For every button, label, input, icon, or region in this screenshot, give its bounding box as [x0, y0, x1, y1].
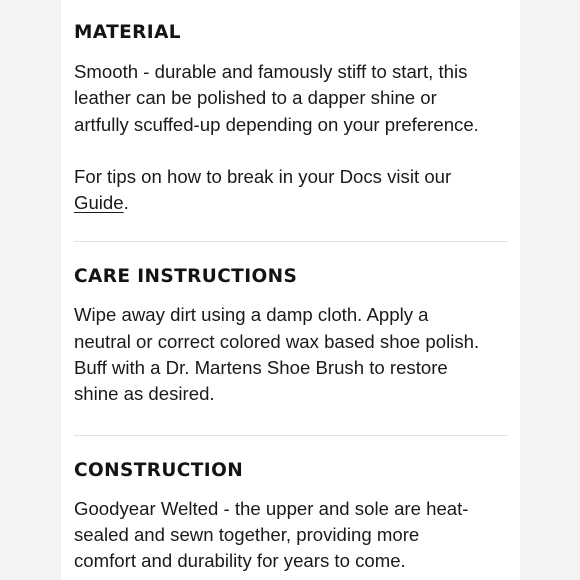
material-line: artfully scuffed-up depending on your preference.: [74, 113, 479, 135]
construction-line: comfort and durability for years to come.: [74, 550, 406, 572]
care-line: neutral or correct colored wax based shoe polish.: [74, 330, 480, 352]
care-line: shine as desired.: [74, 383, 215, 405]
care-instructions-heading: CARE INSTRUCTIONS: [74, 266, 298, 288]
care-instructions-description: [74, 302, 508, 407]
construction-heading: CONSTRUCTION: [74, 459, 244, 481]
product-details-panel: [61, 0, 520, 580]
care-line: Wipe away dirt using a damp cloth. Apply a: [74, 304, 429, 326]
construction-section: [74, 436, 508, 575]
care-instructions-section: [74, 242, 508, 407]
construction-description: [74, 496, 508, 575]
material-description: [74, 59, 508, 138]
material-section: [74, 0, 508, 216]
material-line: leather can be polished to a dapper shine or: [74, 87, 437, 109]
construction-line: sealed and sewn together, providing more: [74, 523, 420, 545]
guide-link[interactable]: Guide: [74, 192, 124, 214]
guide-suffix: .: [123, 192, 129, 214]
break-in-tips: [74, 164, 508, 217]
tips-text: For tips on how to break in your Docs visit our: [74, 165, 452, 187]
material-heading: MATERIAL: [74, 22, 181, 43]
material-line: Smooth - durable and famously stiff to start, this: [74, 61, 468, 82]
construction-line: Goodyear Welted - the upper and sole are heat-: [74, 497, 469, 519]
care-line: Buff with a Dr. Martens Shoe Brush to restore: [74, 357, 448, 379]
